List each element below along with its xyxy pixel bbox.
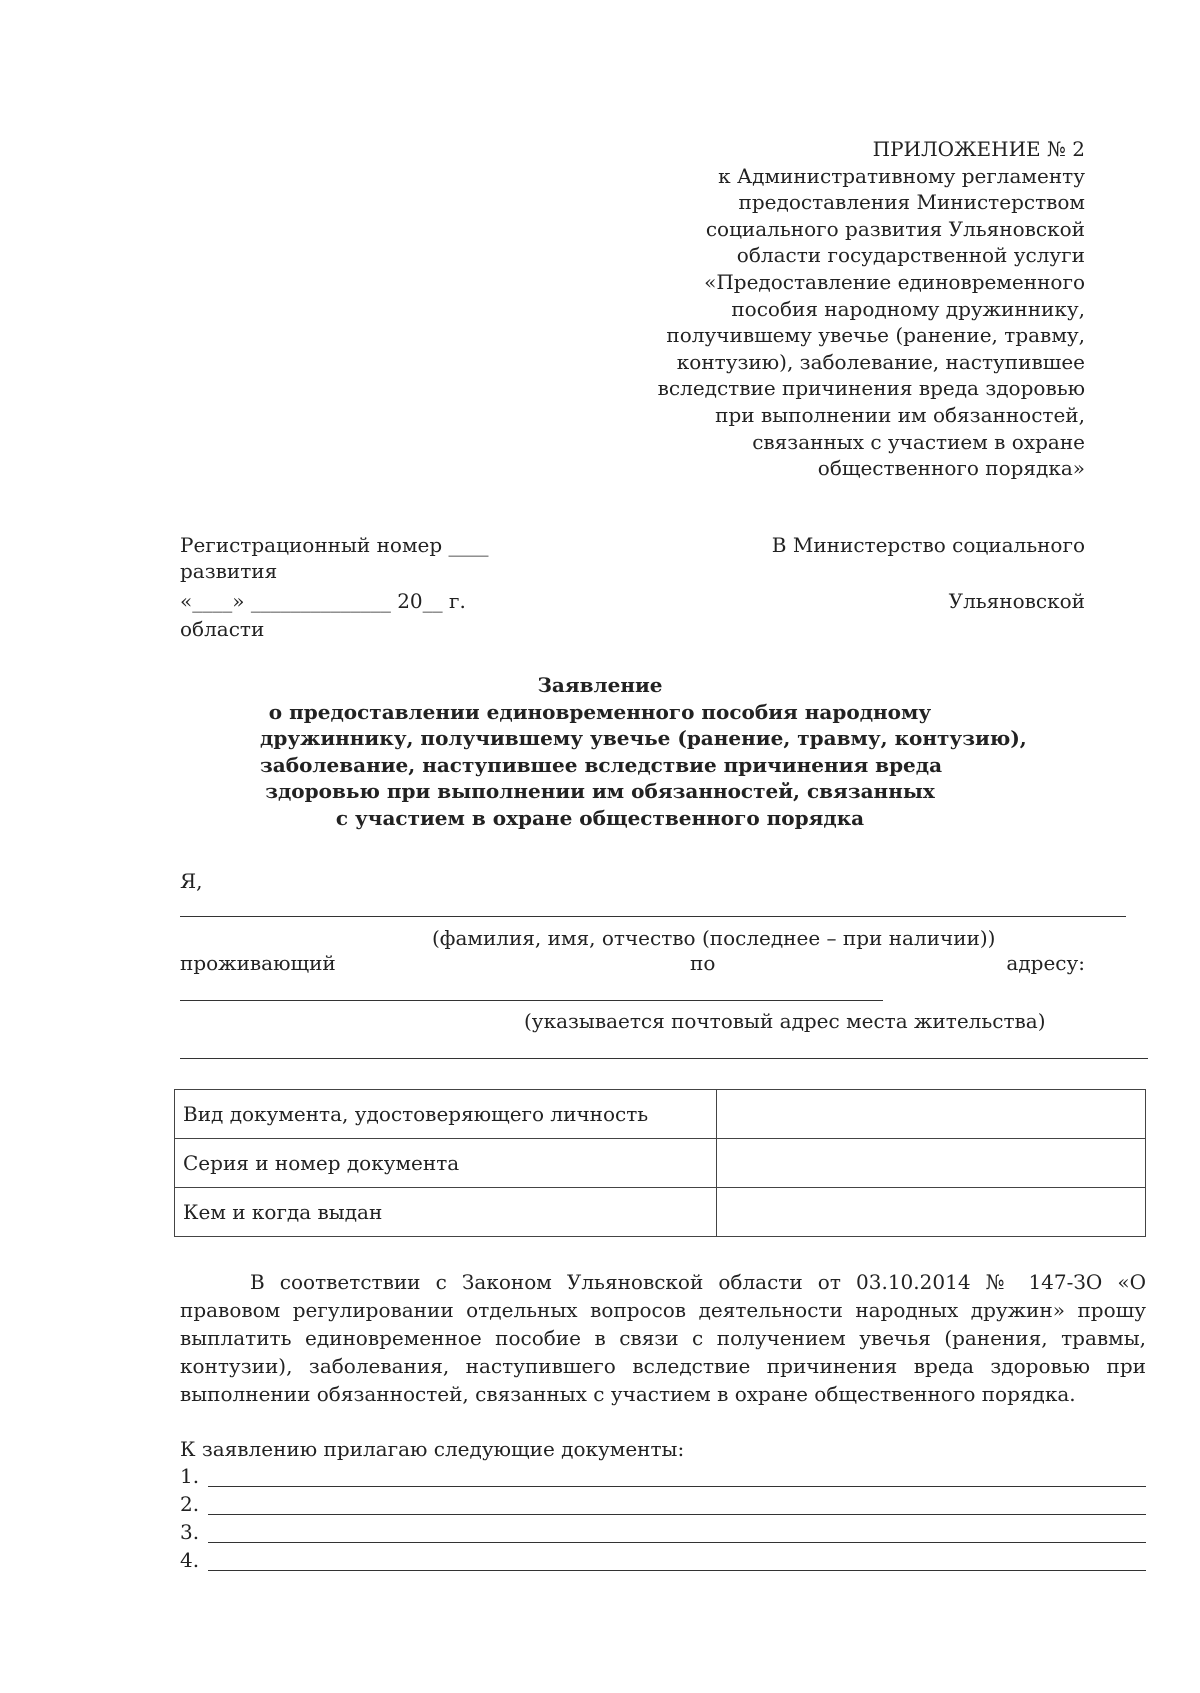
attachment-number: 2. xyxy=(180,1492,200,1516)
address-input-line[interactable] xyxy=(180,1000,883,1001)
attachment-number: 3. xyxy=(180,1520,200,1544)
attachment-input-line[interactable] xyxy=(208,1486,1146,1487)
name-input-line[interactable] xyxy=(180,916,1126,917)
address-input-line-2[interactable] xyxy=(180,1058,1148,1059)
addressee-line-2: развития xyxy=(180,559,278,583)
registration-number-label: Регистрационный номер ____ xyxy=(180,533,489,557)
attachment-input-line[interactable] xyxy=(208,1542,1146,1543)
appendix-line: связанных с участием в охране xyxy=(752,429,1085,454)
table-label-cell: Кем и когда выдан xyxy=(175,1188,717,1237)
table-value-cell[interactable] xyxy=(717,1139,1146,1188)
appendix-line: общественного порядка» xyxy=(817,456,1085,481)
addressee-line-1: В Министерство социального xyxy=(771,533,1085,557)
appendix-line: «Предоставление единовременного xyxy=(704,269,1085,294)
title-line: с участием в охране общественного порядка xyxy=(335,805,865,830)
address-hint: (указывается почтовый адрес места жительства) xyxy=(524,1009,1046,1033)
residing-word: проживающий xyxy=(180,951,336,975)
residing-address-word: адресу: xyxy=(1006,951,1085,975)
appendix-line: к Административному регламенту xyxy=(718,163,1085,188)
appendix-line: вследствие причинения вреда здоровью xyxy=(657,376,1085,401)
attachment-number: 4. xyxy=(180,1548,200,1572)
document-title xyxy=(260,672,1027,831)
table-row xyxy=(175,1139,1146,1188)
table-label-cell: Вид документа, удостоверяющего личность xyxy=(175,1090,717,1139)
name-hint: (фамилия, имя, отчество (последнее – при наличии)) xyxy=(432,926,996,950)
attachment-number: 1. xyxy=(180,1464,200,1488)
applicant-prefix: Я, xyxy=(180,869,203,893)
identity-document-table xyxy=(174,1089,1146,1237)
title-line: здоровью при выполнении им обязанностей, связанных xyxy=(265,779,935,803)
registration-date-label: «____» ______________ 20__ г. xyxy=(180,589,466,613)
table-value-cell[interactable] xyxy=(717,1090,1146,1139)
appendix-line: пособия народному дружиннику, xyxy=(731,296,1085,321)
appendix-line: социального развития Ульяновской xyxy=(705,216,1085,241)
request-paragraph: В соответствии с Законом Ульяновской области от 03.10.2014 № 147-ЗО «О правовом регулировании отдельных вопросов деятельности народных дружин» прошу выплатить единовременное пособие в связи с получением увечья (ранения, травмы, контузии), заболевания, наступившего вследствие причинения вреда здоровью при выполнении обязанностей, связанных с участием в охране общественного порядка. xyxy=(180,1270,1146,1406)
attachments-heading: К заявлению прилагаю следующие документы: xyxy=(180,1437,685,1461)
table-label-cell: Серия и номер документа xyxy=(175,1139,717,1188)
title-line: Заявление xyxy=(537,673,663,697)
appendix-line: контузию), заболевание, наступившее xyxy=(676,349,1085,374)
appendix-header xyxy=(625,136,1085,482)
appendix-line: области государственной услуги xyxy=(736,243,1085,268)
appendix-line: предоставления Министерством xyxy=(738,190,1085,215)
addressee-line-3: Ульяновской xyxy=(948,589,1085,613)
appendix-line: получившему увечье (ранение, травму, xyxy=(666,323,1085,348)
table-value-cell[interactable] xyxy=(717,1188,1146,1237)
appendix-line: ПРИЛОЖЕНИЕ № 2 xyxy=(872,137,1085,161)
table-row xyxy=(175,1188,1146,1237)
table-row xyxy=(175,1090,1146,1139)
attachment-input-line[interactable] xyxy=(208,1514,1146,1515)
title-line: дружиннику, получившему увечье (ранение, травму, контузию), xyxy=(260,726,1027,750)
attachment-input-line[interactable] xyxy=(208,1570,1146,1571)
appendix-line: при выполнении им обязанностей, xyxy=(715,402,1085,427)
residing-by: по xyxy=(690,951,716,975)
title-line: о предоставлении единовременного пособия народному xyxy=(268,699,932,724)
addressee-line-4: области xyxy=(180,617,265,641)
title-line: заболевание, наступившее вследствие причинения вреда xyxy=(260,752,943,777)
